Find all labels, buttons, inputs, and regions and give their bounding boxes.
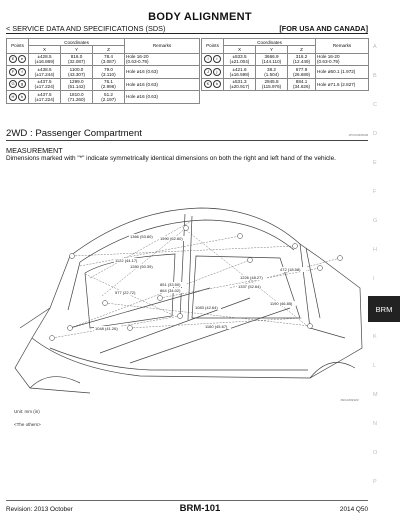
dimension-label: 851 (33.50) bbox=[160, 282, 181, 287]
remarks-value: Hole 16-20 (0.63-0.79) bbox=[125, 53, 200, 66]
remarks-header: Remarks bbox=[125, 39, 200, 54]
x-value: ±533.5 (±21.004) bbox=[224, 53, 256, 66]
point-markers bbox=[202, 78, 224, 91]
dimension-label: 1337 (52.64) bbox=[238, 284, 261, 289]
vehicle-body-outline bbox=[15, 208, 362, 393]
page-number: BRM-101 bbox=[179, 503, 221, 514]
dimension-label: 1083 (42.64) bbox=[195, 305, 218, 310]
dimension-label: 577 (22.72) bbox=[115, 290, 136, 295]
index-letter[interactable]: G bbox=[373, 218, 378, 224]
point-marker: f bbox=[18, 68, 26, 76]
z-value: 677.9 (26.689) bbox=[288, 66, 316, 79]
point-marker: J bbox=[204, 68, 212, 76]
points-header: Points bbox=[7, 39, 29, 54]
z-value: 316.2 (12.449) bbox=[288, 53, 316, 66]
revision-date: Revision: 2013 October bbox=[6, 506, 73, 513]
point-marker: F bbox=[9, 68, 17, 76]
y-value: 3666.9 (144.110) bbox=[256, 53, 288, 66]
remarks-header: Remarks bbox=[316, 39, 369, 54]
remarks-value: Hole 16-20 (0.63-0.79) bbox=[316, 53, 369, 66]
point-marker: g bbox=[18, 80, 26, 88]
index-letter[interactable]: A bbox=[373, 44, 377, 50]
table-row bbox=[202, 66, 369, 79]
coordinates-table-right bbox=[201, 38, 369, 91]
index-letter[interactable]: F bbox=[373, 189, 377, 195]
z-value: 884.1 (34.626) bbox=[288, 78, 316, 91]
x-header: X bbox=[29, 46, 61, 53]
index-letter[interactable]: N bbox=[373, 421, 377, 427]
z-value: 79.0 (3.110) bbox=[93, 66, 125, 79]
point-marker: G bbox=[9, 80, 17, 88]
footer-divider bbox=[6, 500, 368, 501]
dimension-label: 864 (34.02) bbox=[160, 288, 181, 293]
y-value: 1100.0 (43.307) bbox=[61, 66, 93, 79]
point-marker: K bbox=[204, 80, 212, 88]
dimension-label: 1122 (44.17) bbox=[115, 258, 138, 263]
others-footnote: <The others> bbox=[14, 422, 41, 427]
index-letter[interactable]: L bbox=[373, 363, 377, 369]
points-header: Points bbox=[202, 39, 224, 54]
table-row bbox=[202, 78, 369, 91]
index-letter[interactable]: O bbox=[373, 450, 378, 456]
unit-note: Unit: mm (in) bbox=[14, 409, 40, 414]
point-marker: i bbox=[213, 55, 221, 63]
z-header: Z bbox=[288, 46, 316, 53]
coordinates-header: Coordinates bbox=[224, 39, 316, 46]
point-marker: k bbox=[213, 80, 221, 88]
table-row bbox=[7, 53, 200, 66]
point-marker: H bbox=[9, 93, 17, 101]
y-header: Y bbox=[256, 46, 288, 53]
dimension-label: 1280 (50.39) bbox=[130, 264, 153, 269]
z-value: 78.4 (3.087) bbox=[93, 53, 125, 66]
point-marker: I bbox=[204, 55, 212, 63]
x-value: ±437.5 (±17.224) bbox=[29, 78, 61, 91]
index-letter[interactable]: P bbox=[373, 479, 377, 485]
index-letter[interactable]: H bbox=[373, 247, 377, 253]
dimension-label: 1226 (48.27) bbox=[240, 275, 263, 280]
x-value: ±421.6 (±16.598) bbox=[224, 66, 256, 79]
index-letter[interactable]: D bbox=[373, 131, 377, 137]
z-value: 76.1 (2.996) bbox=[93, 78, 125, 91]
x-value: ±437.5 (±17.224) bbox=[29, 91, 61, 104]
point-marker: E bbox=[9, 55, 17, 63]
section-breadcrumb[interactable]: < SERVICE DATA AND SPECIFICATIONS (SDS) bbox=[6, 24, 166, 33]
y-value: 2945.8 (115.976) bbox=[256, 78, 288, 91]
dimension-label: 1366 (53.80) bbox=[130, 234, 153, 239]
y-value: 1810.0 (71.260) bbox=[61, 91, 93, 104]
model-year: 2014 Q50 bbox=[339, 506, 368, 513]
remarks-value: Hole ø71.6 (2.827) bbox=[316, 78, 369, 91]
remarks-value: Hole ø16 (0.63) bbox=[125, 91, 200, 104]
point-markers bbox=[7, 91, 29, 104]
point-markers bbox=[7, 66, 29, 79]
region-label: [FOR USA AND CANADA] bbox=[279, 24, 368, 33]
table-row bbox=[7, 78, 200, 91]
dimension-label: 472 (18.58) bbox=[280, 267, 301, 272]
dimension-label: 1048 (41.26) bbox=[95, 326, 118, 331]
remarks-value: Hole ø16 (0.63) bbox=[125, 66, 200, 79]
index-letter[interactable]: C bbox=[373, 102, 377, 108]
coordinates-table-left bbox=[6, 38, 200, 104]
index-letter[interactable]: I bbox=[373, 276, 375, 282]
x-value: ±438.5 (±17.244) bbox=[29, 66, 61, 79]
y-header: Y bbox=[61, 46, 93, 53]
index-letter[interactable]: B bbox=[373, 73, 377, 79]
x-header: X bbox=[224, 46, 256, 53]
header-divider bbox=[6, 33, 368, 34]
remarks-value: Hole ø16 (0.63) bbox=[125, 78, 200, 91]
table-row bbox=[7, 91, 200, 104]
point-markers bbox=[202, 53, 224, 66]
body-measurement-diagram bbox=[10, 178, 370, 400]
subheading-divider bbox=[6, 140, 368, 141]
dimension-label: 1160 (45.67) bbox=[205, 324, 228, 329]
table-row bbox=[202, 53, 369, 66]
point-markers bbox=[7, 78, 29, 91]
coordinates-header: Coordinates bbox=[29, 39, 125, 46]
point-marker: e bbox=[18, 55, 26, 63]
z-header: Z bbox=[93, 46, 125, 53]
section-tab-brm[interactable]: BRM bbox=[368, 296, 400, 322]
figure-reference: JSKIA0693ZZ bbox=[340, 398, 359, 402]
table-row bbox=[7, 66, 200, 79]
dimension-label: 1590 (62.60) bbox=[160, 236, 183, 241]
index-letter[interactable]: E bbox=[373, 160, 377, 166]
point-markers bbox=[7, 53, 29, 66]
y-value: 38.2 (1.504) bbox=[256, 66, 288, 79]
point-marker: h bbox=[18, 93, 26, 101]
page-title: BODY ALIGNMENT bbox=[148, 11, 252, 23]
measurement-description: Dimensions marked with "*" indicate symmetrically identical dimensions on both the right and left hand of the vehicle. bbox=[6, 155, 336, 162]
y-value: 816.0 (32.087) bbox=[61, 53, 93, 66]
y-value: 1299.0 (51.142) bbox=[61, 78, 93, 91]
point-markers bbox=[202, 66, 224, 79]
index-letter[interactable]: M bbox=[373, 392, 378, 398]
x-value: ±428.5 (±16.869) bbox=[29, 53, 61, 66]
section-subheading: 2WD : Passenger Compartment bbox=[6, 128, 142, 139]
x-value: ±531.3 (±20.917) bbox=[224, 78, 256, 91]
dimension-label: 1190 (46.85) bbox=[270, 301, 293, 306]
index-letter[interactable]: K bbox=[373, 334, 377, 340]
measurement-heading: MEASUREMENT bbox=[6, 146, 63, 155]
remarks-value: Hole ø50.1 (1.972) bbox=[316, 66, 369, 79]
subheading-reference: JPVIC0366GB bbox=[348, 133, 368, 137]
z-value: 51.2 (2.197) bbox=[93, 91, 125, 104]
point-marker: j bbox=[213, 68, 221, 76]
